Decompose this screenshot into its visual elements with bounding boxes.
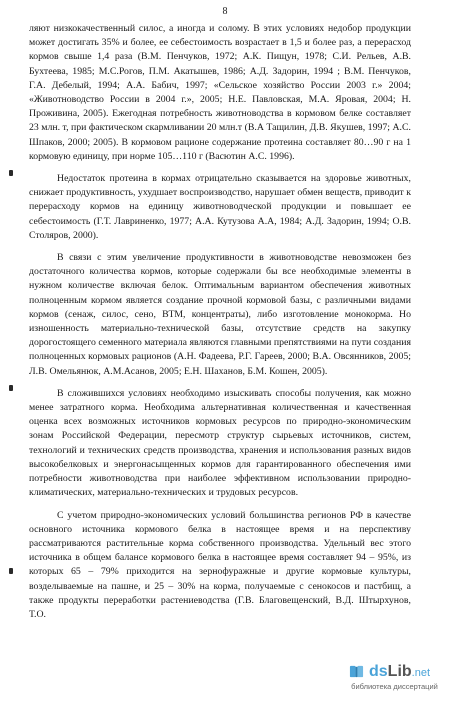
body-text bbox=[29, 22, 411, 622]
book-icon bbox=[349, 664, 364, 679]
watermark[interactable] bbox=[347, 663, 442, 693]
paragraph: В сложившихся условиях необходимо изыскивать способы получения, как можно менее затратного корма. Необходима альтернативная количественная и качественная оценка всех возможных источников кормовых ресурсов по природно-экономическим зонам Российской Федерации, пересмотр структур сырьевых источников, систем, технологий и технических средств производства, хранения и использования разных видов высокобелковых и энергонасыщенных кормов для гарантированного обеспечения ими потребности животноводства при наиболее эффективном использовании природно-климатических, материально-технических и трудовых ресурсов. bbox=[29, 387, 411, 499]
paragraph: С учетом природно-экономических условий большинства регионов РФ в качестве основного источника кормового белка в настоящее время и на перспективу рассматриваются растительные корма собственного производства. Удельный вес этого источника в общем балансе кормового белка в настоящее время составляет 94 – 95%, из которых 65 – 79% приходится на зернофуражные и другие кормовые культуры, возделываемые на пашне, и 25 – 30% на корма, получаемые с сенокосов и пастбищ, а также продукты переработки растениеводства (Г.В. Благовещенский, В.Д. Штырхунов, Т.О. bbox=[29, 509, 411, 620]
watermark-logo: dsLib.net bbox=[369, 663, 431, 680]
margin-mark bbox=[9, 170, 13, 176]
margin-mark bbox=[9, 568, 13, 574]
paragraph: ляют низкокачественный силос, а иногда и солому. В этих условиях недобор продукции может достигать 35% и более, ее себестоимость возрастает в 1,5 и более раз, а перерасход кормов свыше 1,4 раза (В.М. Пенчуков, 1972; А.К. Пищун, 1978; С.И. Рельев, А.В. Бухтеева, 1985; М.С.Рогов, П.М. Акатышев, 1986; А.Д. Задорин, 1994 ; В.М. Пенчуков, Г.А. Дебелый, 1994; А.А. Бабич, 1997; «Сельское хозяйство России 2003 г.» 2004; «Животноводство России в 2004 г.», 2005; Н.Е. Павловская, М.А. Яровая, 2004; Н. Проживина, 2005). Ежегодная потребность животноводства в кормовом белке составляет 23 млн. т, при фактическом скармливании 20 млн.т (В.А Тащилин, Д.В. Якушев, 1997; А.С. Шпаков, 2000; 2005). В кормовом рационе содержание протеина составляет 80…90 г на 1 кормовую единицу, при норме 105…110 г (Васютин А.С. 1996). bbox=[29, 23, 411, 162]
watermark-caption: библиотека диссертаций bbox=[351, 682, 438, 691]
margin-mark bbox=[9, 385, 13, 391]
paragraph: В связи с этим увеличение продуктивности в животноводстве невозможен без достаточного количества кормов, которые содержали бы все необходимые элементы в нужном количестве включая белок. Оптимальным вариантом обеспечения животных полноценным кормом является создание прочной кормовой базы, с различными видами кормов (сенаж, силос, сено, ВТМ, концентраты), либо изготовление монокорма. Но изношенность материально-технической базы, отсутствие средств на закупку дорогостоящего семенного материала являются главными препятствиями на пути создания полноценных кормовых рационов (А.Н. Фадеева, Р.Г. Гареев, 2000; В.А. Овсянников, 2005; Л.В. Омельянюк, А.М.Асанов, 2005; Е.Н. Шаханов, Б.М. Кошен, 2005). bbox=[29, 252, 411, 377]
paragraph: Недостаток протеина в кормах отрицательно сказывается на здоровье животных, снижает продуктивность, ухудшает воспроизводство, нарушает обмен веществ, приводит к перерасходу кормов на единицу животноводческой продукции и повышает ее себестоимость (Г.Т. Лавриненко, 1977; А.А. Кутузова А.А, 1984; А.Д. Задорин, 1994; О.В. Столяров, 2000). bbox=[29, 173, 411, 241]
page-number: 8 bbox=[222, 6, 228, 17]
